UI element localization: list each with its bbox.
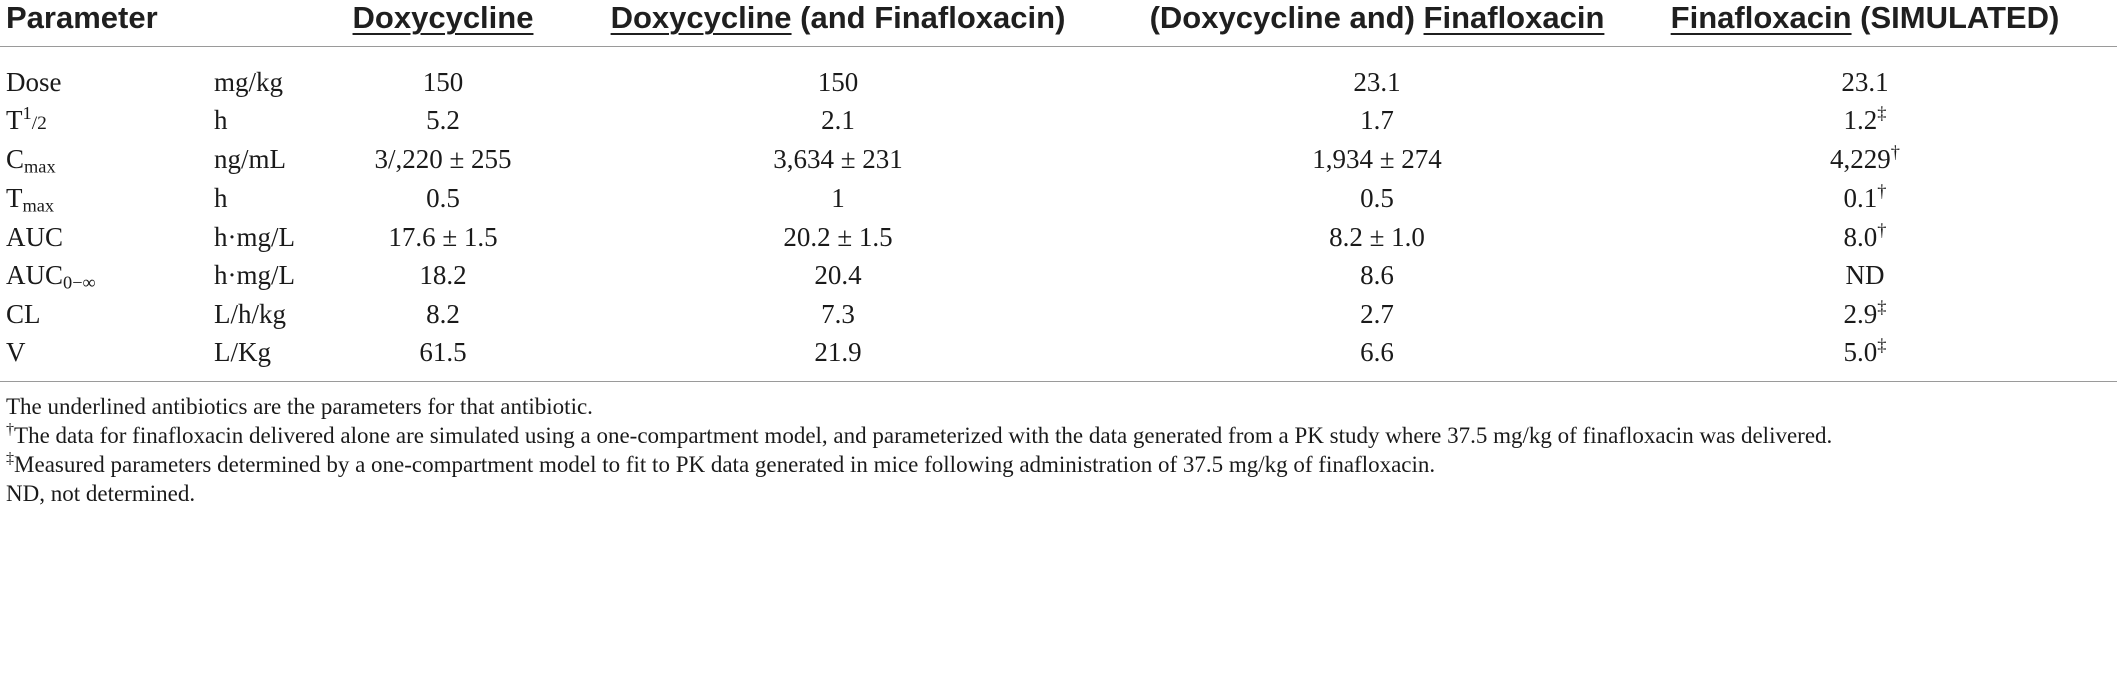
cell-doxycycline-combo: 150 bbox=[817, 67, 859, 97]
cell-doxycycline: 18.2 bbox=[419, 260, 467, 290]
cell-finafloxacin-simulated: 0.1† bbox=[1843, 180, 1887, 213]
cell-doxycycline-combo: 20.2 ± 1.5 bbox=[783, 222, 893, 252]
cell-finafloxacin-simulated: 5.0‡ bbox=[1843, 334, 1887, 367]
header-doxycycline-drug: Doxycycline bbox=[352, 0, 534, 35]
row-unit: L/h/kg bbox=[214, 299, 286, 329]
row-param: $T^1/2$ bbox=[6, 102, 47, 135]
cell-doxycycline: 17.6 ± 1.5 bbox=[388, 222, 498, 252]
row-param: AUC bbox=[6, 222, 64, 252]
header-rule bbox=[0, 46, 2117, 47]
cell-doxycycline: 0.5 bbox=[426, 183, 460, 213]
header-finafloxacin-with-doxycycline bbox=[1150, 0, 1605, 36]
row-param: $C_{max}$ bbox=[6, 144, 56, 177]
dagger-mark: † bbox=[6, 421, 15, 439]
cell-finafloxacin-simulated: 2.9‡ bbox=[1843, 296, 1887, 329]
header-finafloxacin-simulated bbox=[1671, 0, 2060, 36]
cell-finafloxacin-simulated: 8.0† bbox=[1843, 219, 1887, 252]
cell-doxycycline-combo: 20.4 bbox=[814, 260, 862, 290]
cell-finafloxacin-combo: 8.6 bbox=[1360, 260, 1394, 290]
cell-finafloxacin-combo: 1,934 ± 274 bbox=[1312, 144, 1442, 174]
header-col4-drug: Finafloxacin bbox=[1670, 0, 1852, 35]
header-col2-drug: Doxycycline bbox=[610, 0, 792, 35]
footnote-underline: The underlined antibiotics are the parameters for that antibiotic. bbox=[6, 394, 593, 419]
cell-finafloxacin-combo: 6.6 bbox=[1360, 337, 1394, 367]
cell-finafloxacin-combo: 1.7 bbox=[1360, 105, 1394, 135]
table-bottom-rule bbox=[0, 381, 2117, 382]
cell-finafloxacin-combo: 0.5 bbox=[1360, 183, 1394, 213]
cell-doxycycline-combo: 7.3 bbox=[821, 299, 855, 329]
footnote-double-dagger: ‡Measured parameters determined by a one-compartment model to fit to PK data generated in mice following administration of 37.5 mg/kg of finafloxacin. bbox=[6, 450, 1436, 477]
header-col4-suffix: (SIMULATED) bbox=[1851, 0, 2060, 35]
row-unit: mg/kg bbox=[214, 67, 284, 97]
row-param: CL bbox=[6, 299, 41, 329]
header-parameter: Parameter bbox=[6, 0, 158, 35]
cell-finafloxacin-simulated: 23.1 bbox=[1841, 67, 1889, 97]
header-doxycycline-and-finafloxacin bbox=[611, 0, 1066, 36]
footnote-dagger: †The data for finafloxacin delivered alone are simulated using a one-compartment model, and parameterized with the data generated from a PK study where 37.5 mg/kg of finafloxacin was delivered. bbox=[6, 421, 1833, 448]
row-unit: L/Kg bbox=[214, 337, 271, 367]
header-col2-suffix: (and Finafloxacin) bbox=[791, 0, 1066, 35]
row-unit: h bbox=[214, 183, 228, 213]
row-unit: h bbox=[214, 105, 228, 135]
cell-finafloxacin-simulated: 4,229† bbox=[1830, 141, 1900, 174]
row-unit: h·mg/L bbox=[214, 260, 295, 290]
cell-finafloxacin-combo: 8.2 ± 1.0 bbox=[1329, 222, 1425, 252]
header-doxycycline bbox=[353, 0, 534, 36]
cell-doxycycline: 150 bbox=[422, 67, 464, 97]
cell-finafloxacin-combo: 2.7 bbox=[1360, 299, 1394, 329]
cell-doxycycline: 3/,220 ± 255 bbox=[374, 144, 512, 174]
row-param: $AUC_{0-\infty}$ bbox=[6, 260, 96, 293]
cell-finafloxacin-simulated: ND bbox=[1845, 260, 1885, 290]
header-col3-drug: Finafloxacin bbox=[1423, 0, 1605, 35]
cell-doxycycline: 61.5 bbox=[419, 337, 467, 367]
cell-doxycycline-combo: 1 bbox=[831, 183, 845, 213]
cell-finafloxacin-simulated: 1.2‡ bbox=[1843, 102, 1887, 135]
cell-doxycycline: 8.2 bbox=[426, 299, 460, 329]
cell-doxycycline-combo: 2.1 bbox=[821, 105, 855, 135]
cell-finafloxacin-combo: 23.1 bbox=[1353, 67, 1401, 97]
row-param: V bbox=[6, 337, 26, 367]
cell-doxycycline: 5.2 bbox=[426, 105, 460, 135]
header-col3-prefix: (Doxycycline and) bbox=[1149, 0, 1424, 35]
row-unit: ng/mL bbox=[214, 144, 286, 174]
double-dagger-mark: ‡ bbox=[6, 450, 15, 468]
cell-doxycycline-combo: 21.9 bbox=[814, 337, 862, 367]
row-param: Dose bbox=[6, 67, 62, 97]
cell-doxycycline-combo: 3,634 ± 231 bbox=[773, 144, 903, 174]
footnote-nd: ND, not determined. bbox=[6, 481, 196, 506]
row-unit: h·mg/L bbox=[214, 222, 295, 252]
row-param: $T_{max}$ bbox=[6, 183, 55, 216]
